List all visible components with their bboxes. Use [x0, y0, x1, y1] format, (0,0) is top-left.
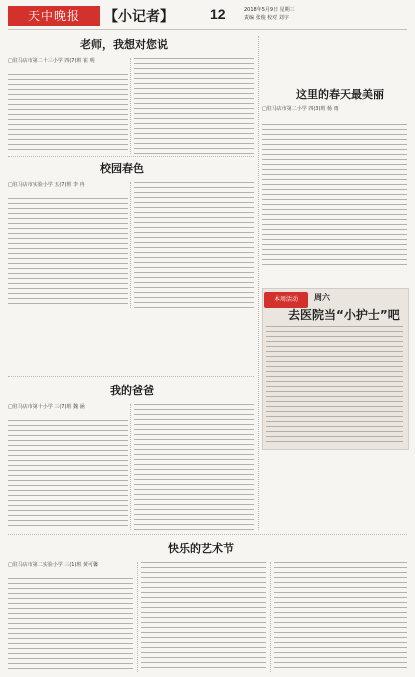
byline-teacher: □驻马店市第二十三小学 四(7)班 崔 明 [8, 58, 95, 64]
masthead-rule [8, 29, 407, 30]
article-title-art: 快乐的艺术节 [168, 542, 234, 555]
text-block [266, 326, 403, 442]
section-divider [8, 376, 254, 377]
editor-line: 责编 张俊 校对 刘宇 [244, 15, 289, 21]
page-number: 12 [210, 6, 226, 22]
text-block [262, 124, 407, 268]
event-title-day: 周六 [314, 293, 330, 302]
column-divider [130, 58, 131, 154]
text-block [134, 404, 254, 530]
text-block [141, 562, 266, 672]
text-block [134, 58, 254, 154]
column-divider [137, 562, 138, 672]
column-divider [270, 562, 271, 672]
article-title-campus: 校园春色 [100, 162, 144, 175]
byline-art: □驻马店市第二实验小学 三(1)班 黄可馨 [8, 562, 98, 568]
date-line: 2018年5月9日 星期三 [244, 7, 295, 13]
article-title-teacher: 老师，我想对您说 [80, 38, 168, 51]
event-badge: 本周活动 [264, 292, 308, 308]
article-title-dad: 我的爸爸 [110, 384, 154, 397]
section-divider [8, 534, 407, 535]
text-block [8, 198, 128, 308]
text-block [8, 74, 128, 154]
byline-dad: □驻马店市第十小学 三(7)班 魏 涵 [8, 404, 85, 410]
text-block [274, 562, 407, 672]
text-block [8, 578, 133, 672]
byline-campus: □驻马店市实验小学 五(7)班 李 冉 [8, 182, 85, 188]
article-title-spring: 这里的春天最美丽 [296, 88, 384, 101]
section-column: 【小记者】 [104, 9, 174, 25]
paper-logo: 天中晚报 [8, 6, 100, 26]
event-title: 去医院当“小护士”吧 [288, 308, 400, 322]
byline-spring: □驻马店市第二小学 四(3)班 杨 雨 [262, 106, 339, 112]
text-block [8, 420, 128, 530]
column-divider [130, 404, 131, 530]
section-divider [8, 156, 254, 157]
column-divider [258, 36, 259, 530]
column-divider [130, 182, 131, 308]
text-block [134, 182, 254, 308]
